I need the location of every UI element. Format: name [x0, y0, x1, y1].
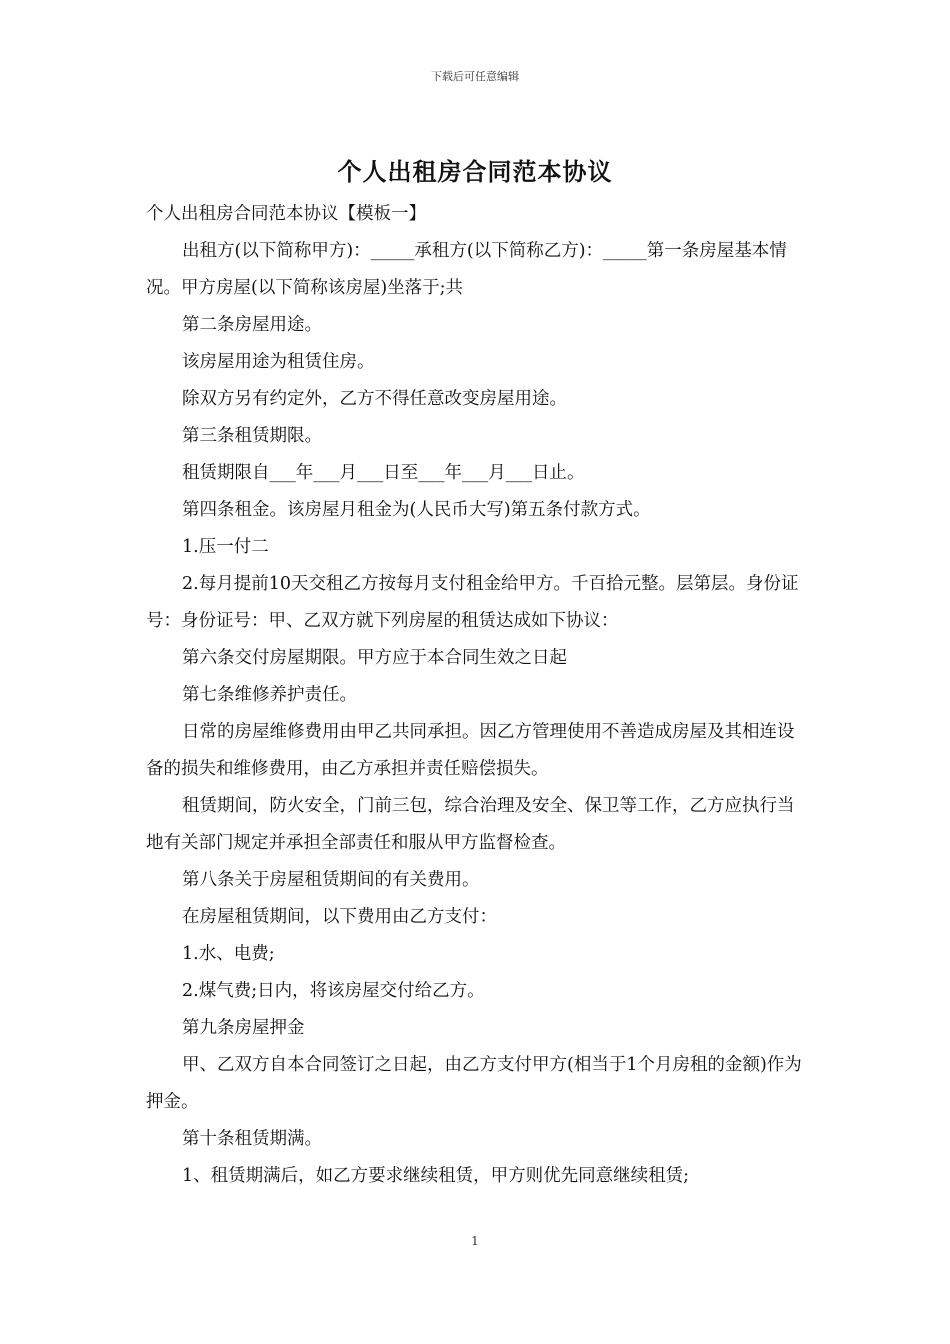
- paragraph: 第八条关于房屋租赁期间的有关费用。: [182, 870, 480, 890]
- template-subtitle: 个人出租房合同范本协议【模板一】: [146, 204, 426, 224]
- document-body: [146, 196, 808, 1195]
- page-number: 1: [471, 1234, 479, 1248]
- paragraph: 出租方(以下简称甲方)：_____承租方(以下简称乙方)：_____第一条房屋基本情况。甲方房屋(以下简称该房屋)坐落于;共: [146, 241, 787, 298]
- paragraph: 第二条房屋用途。: [182, 315, 322, 335]
- paragraph: 2.每月提前10天交租乙方按每月支付租金给甲方。千百拾元整。层第层。身份证号：身份证号：甲、乙双方就下列房屋的租赁达成如下协议：: [146, 574, 799, 631]
- paragraph: 第六条交付房屋期限。甲方应于本合同生效之日起: [182, 648, 567, 668]
- paragraph: 第九条房屋押金: [182, 1018, 305, 1038]
- paragraph: 日常的房屋维修费用由甲乙共同承担。因乙方管理使用不善造成房屋及其相连设备的损失和维修费用，由乙方承担并责任赔偿损失。: [146, 722, 795, 779]
- paragraph: 1、租赁期满后，如乙方要求继续租赁，甲方则优先同意继续租赁;: [182, 1166, 690, 1186]
- paragraph: 第七条维修养护责任。: [182, 685, 357, 705]
- paragraph: 1.压一付二: [182, 537, 269, 557]
- document-title: 个人出租房合同范本协议: [337, 157, 613, 186]
- paragraph: 租赁期间，防火安全，门前三包，综合治理及安全、保卫等工作，乙方应执行当地有关部门规定并承担全部责任和服从甲方监督检查。: [146, 796, 795, 853]
- paragraph: 2.煤气费;日内，将该房屋交付给乙方。: [182, 981, 485, 1001]
- paragraph: 第十条租赁期满。: [182, 1129, 322, 1149]
- paragraph: 1.水、电费;: [182, 944, 275, 964]
- paragraph: 第三条租赁期限。: [182, 426, 322, 446]
- paragraph: 在房屋租赁期间，以下费用由乙方支付：: [182, 907, 497, 927]
- paragraph: 第四条租金。该房屋月租金为(人民币大写)第五条付款方式。: [182, 500, 651, 520]
- paragraph: 甲、乙双方自本合同签订之日起，由乙方支付甲方(相当于1个月房租的金额)作为押金。: [146, 1055, 802, 1112]
- paragraph: 除双方另有约定外，乙方不得任意改变房屋用途。: [182, 389, 567, 409]
- paragraph: 租赁期限自___年___月___日至___年___月___日止。: [182, 463, 585, 483]
- header-note: 下载后可任意编辑: [431, 70, 519, 83]
- paragraph: 该房屋用途为租赁住房。: [182, 352, 375, 372]
